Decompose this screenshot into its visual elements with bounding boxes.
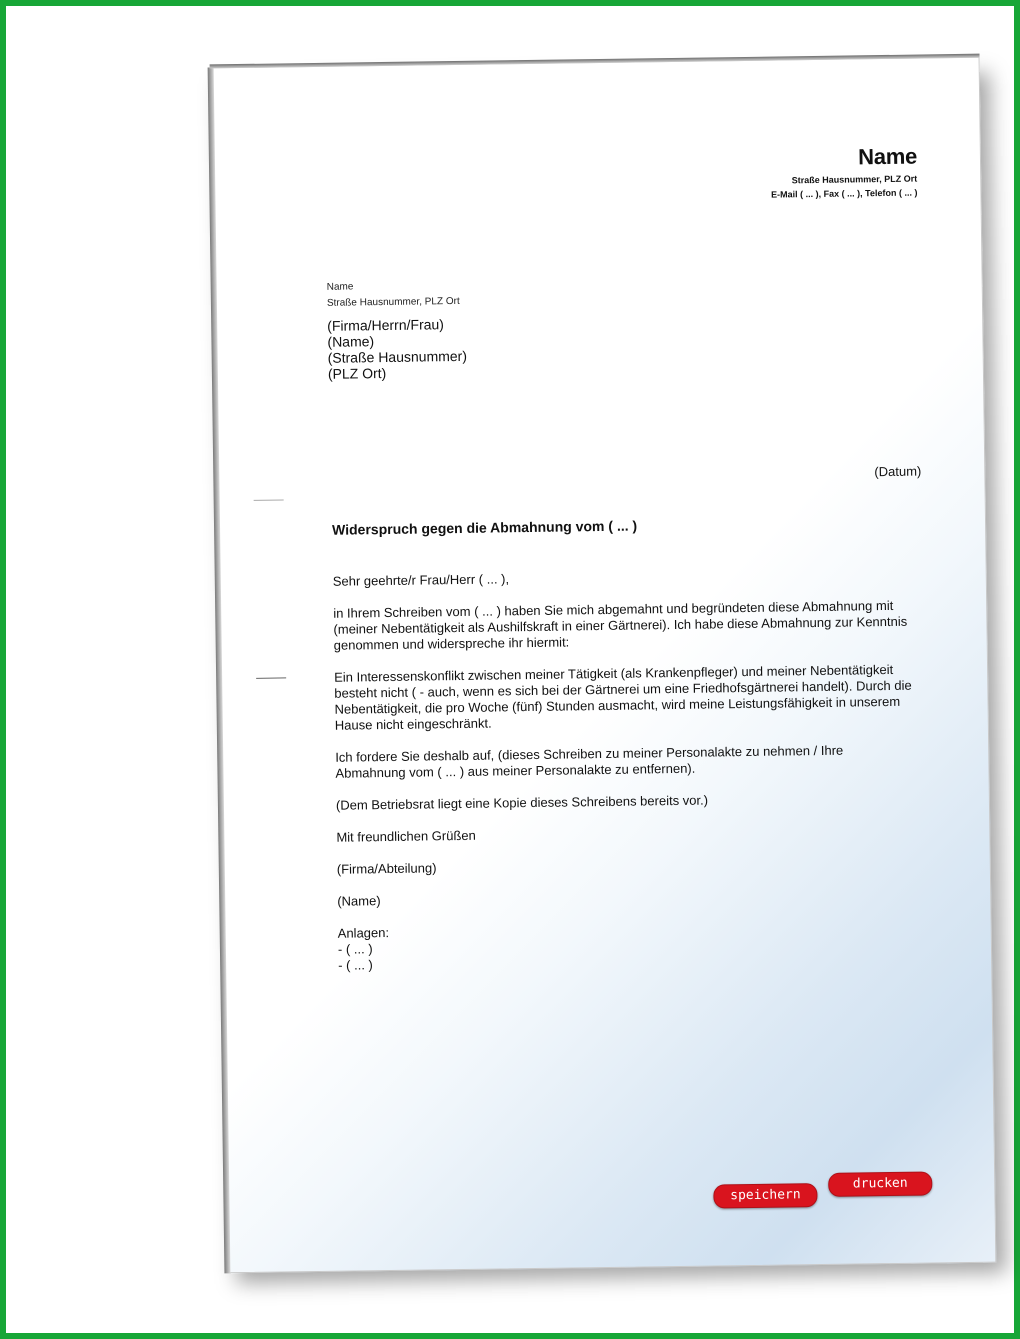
fold-mark-middle (256, 677, 286, 678)
fold-mark-top (254, 499, 284, 500)
letterhead-contact: E-Mail ( ... ), Fax ( ... ), Telefon ( ... ) (771, 187, 918, 200)
letter-page (210, 57, 997, 1274)
body-paragraph-1: in Ihrem Schreiben vom ( ... ) haben Sie mich abgemahnt und begründeten diese Abmahnung mit (meiner Nebentätigkeit als Aushilfskraft in einer Gärtnerei). Ich habe diese Abmahnung zur Kenntnis genommen und widerspreche ihr hiermit: (333, 597, 908, 653)
return-address-name: Name (326, 281, 354, 293)
print-button[interactable]: drucken (828, 1171, 932, 1196)
body-paragraph-2: Ein Interessenskonflikt zwischen meiner Tätigkeit (als Krankenpfleger) und meiner Nebentätigkeit besteht nicht ( - auch, wenn es sich bei der Gärtnerei um eine Friedhofsgärtnerei handelt). Durch die Nebentätigkeit, die pro Woche (fünf) Stunden ausmacht, wird meine Leistungsfähigkeit in unserem Hause nicht eingeschränkt. (334, 661, 912, 733)
body-paragraph-4: (Dem Betriebsrat liegt eine Kopie dieses Schreibens bereits vor.) (335, 792, 709, 813)
attachment-item-2: - ( ... ) (338, 957, 373, 973)
letter-body (333, 566, 919, 974)
recipient-line-2: (Name) (327, 333, 375, 350)
closing: Mit freundlichen Grüßen (336, 827, 476, 845)
attachment-item-1: - ( ... ) (337, 941, 373, 957)
attachments-label: Anlagen: (337, 925, 390, 941)
save-button[interactable]: speichern (713, 1183, 817, 1208)
recipient-line-4: (PLZ Ort) (327, 364, 387, 382)
return-address (327, 278, 460, 312)
letter-date: (Datum) (874, 463, 922, 480)
letter-subject: Widerspruch gegen die Abmahnung vom ( ... ) (331, 517, 638, 538)
recipient-line-1: (Firma/Herrn/Frau) (327, 316, 445, 334)
letterhead (770, 144, 917, 200)
salutation: Sehr geehrte/r Frau/Herr ( ... ), (332, 571, 510, 589)
signature-name: (Name) (337, 893, 381, 909)
body-paragraph-3: Ich fordere Sie deshalb auf, (dieses Schreiben zu meiner Personalakte zu nehmen / Ihre Abmahnung vom ( ... ) aus meiner Personalakte zu entfernen). (335, 742, 844, 781)
letterhead-name: Name (858, 143, 918, 170)
recipient-line-3: (Straße Hausnummer) (327, 347, 468, 366)
letterhead-address: Straße Hausnummer, PLZ Ort (791, 173, 918, 186)
return-address-street: Straße Hausnummer, PLZ Ort (326, 295, 460, 309)
recipient-address (327, 316, 467, 382)
company-line: (Firma/Abteilung) (336, 860, 437, 877)
